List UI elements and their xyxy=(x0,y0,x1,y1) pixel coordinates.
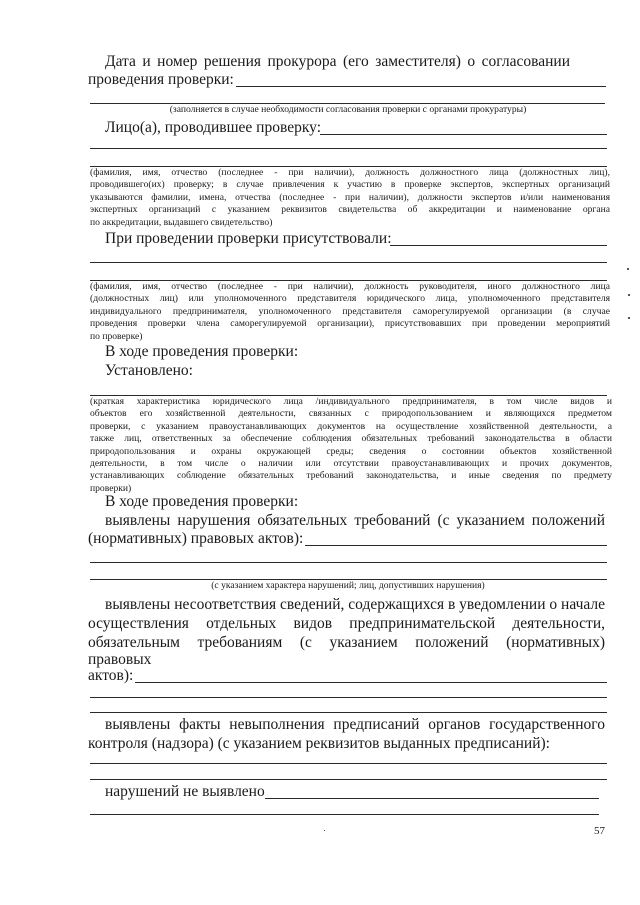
no-violations-field[interactable] xyxy=(265,798,599,799)
notice-mismatch-line4: правовых xyxy=(88,651,152,668)
inspector-caption-line: экспертных организаций с указанием реквизитов свидетельства об аккредитации и наименование органа xyxy=(90,204,610,216)
inspector-caption xyxy=(90,167,610,229)
notice-mismatch-line2: осуществления отдельных видов предпринимательской деятельности, xyxy=(88,615,605,632)
established-caption-line: проверки, с указанием правоустанавливающих документов на осуществление хозяйственной деятельности, а xyxy=(90,420,612,432)
no-violations-label: нарушений не выявлено xyxy=(105,783,265,800)
scan-speck xyxy=(324,830,325,831)
prosecutor-decision-line1: Дата и номер решения прокурора (его заместителя) о согласовании xyxy=(105,53,570,70)
inspector-field[interactable] xyxy=(320,134,607,135)
violations-line1: выявлены нарушения обязательных требований (с указанием положений xyxy=(105,512,605,529)
violations-field-2[interactable] xyxy=(90,562,607,563)
attendees-caption-line: (фамилия, имя, отчество (последнее - при наличии), должность руководителя, иного должностного лица xyxy=(90,281,610,292)
prosecutor-decision-field[interactable] xyxy=(236,86,606,87)
established-caption-line: деятельности, в том числе о наличии или отсутствии правоустанавливающих и прочих документов, xyxy=(90,458,612,470)
established-caption-line: также лиц, ответственных за обеспечение соблюдения обязательных требований законодательства в области xyxy=(90,433,612,445)
attendees-label: При проведении проверки присутствовали: xyxy=(105,230,392,247)
prescriptions-field-2[interactable] xyxy=(90,779,607,780)
notice-mismatch-field[interactable] xyxy=(135,682,607,683)
prescriptions-line1: выявлены факты невыполнения предписаний органов государственного xyxy=(105,716,605,733)
inspector-label: Лицо(а), проводившее проверку: xyxy=(105,119,322,136)
established-caption-line: устанавливающих соблюдение обязательных требований законодательства, и иные сведения по предмету xyxy=(90,470,612,482)
established-caption-line: (краткая характеристика юридического лица /индивидуального предпринимателя, в том числе видов и xyxy=(90,396,612,407)
notice-mismatch-field-3[interactable] xyxy=(90,712,607,713)
scan-speck xyxy=(627,268,629,270)
violations-line2: (нормативных) правовых актов): xyxy=(88,530,304,547)
established-caption-line: проверки) xyxy=(90,482,132,494)
scan-speck xyxy=(628,294,630,296)
inspector-caption-line: по аккредитации, выдавшего свидетельство) xyxy=(90,216,273,228)
attendees-caption xyxy=(90,281,610,343)
notice-mismatch-line1: выявлены несоответствия сведений, содержащихся в уведомлении о начале xyxy=(105,596,605,613)
attendees-caption-line: по проверке) xyxy=(90,330,143,342)
prescriptions-field[interactable] xyxy=(90,763,607,764)
no-violations-field-2[interactable] xyxy=(90,814,599,815)
notice-mismatch-line3: обязательным требованиям (с указанием положений (нормативных) xyxy=(88,634,605,651)
inspector-caption-line: проводившего(их) проверку; в случае привлечения к участию в проверке экспертов, экспертных организаций xyxy=(90,179,610,191)
notice-mismatch-field-2[interactable] xyxy=(90,697,607,698)
prescriptions-line2: контроля (надзора) (с указанием реквизитов выданных предписаний): xyxy=(88,735,550,752)
established-caption-line: природопользования и охраны окружающей среды; сведения о состоянии объектов хозяйственной xyxy=(90,445,612,457)
prosecutor-decision-line2: проведения проверки: xyxy=(88,71,234,88)
inspection-heading: В ходе проведения проверки: xyxy=(105,343,299,360)
established-caption xyxy=(90,396,612,495)
violations-field[interactable] xyxy=(305,545,607,546)
attendees-field[interactable] xyxy=(390,245,607,246)
inspection-heading-2: В ходе проведения проверки: xyxy=(105,493,299,510)
page-number: 57 xyxy=(594,825,605,837)
established-label: Установлено: xyxy=(105,362,193,379)
established-caption-line: объектов его хозяйственной деятельности, связанных с природопользованием и являющихся предметом xyxy=(90,408,612,420)
attendees-caption-line: проведения проверки члена саморегулируемой организации), присутствовавших при проведении мероприятий xyxy=(90,318,610,330)
inspector-caption-line: указываются фамилии, имена, отчества (последнее - при наличии), должности экспертов и/или наименования xyxy=(90,191,610,203)
inspector-caption-line: (фамилия, имя, отчество (последнее - при наличии), должность должностного лица (должностных лиц), xyxy=(90,167,610,178)
notice-mismatch-line5: актов): xyxy=(88,667,134,684)
attendees-caption-line: индивидуального предпринимателя, уполномоченного представителя саморегулируемой организации (в случае xyxy=(90,305,610,317)
inspector-field-2[interactable] xyxy=(90,148,607,149)
scan-speck xyxy=(628,317,630,319)
attendees-field-2[interactable] xyxy=(90,262,607,263)
prosecutor-decision-caption: (заполняется в случае необходимости согласования проверки с органами прокуратуры) xyxy=(169,104,527,115)
attendees-caption-line: (должностных лиц) или уполномоченного представителя юридического лица, уполномоченного представителя xyxy=(90,293,610,305)
violations-caption: (с указанием характера нарушений; лиц, допустивших нарушения) xyxy=(211,580,485,591)
